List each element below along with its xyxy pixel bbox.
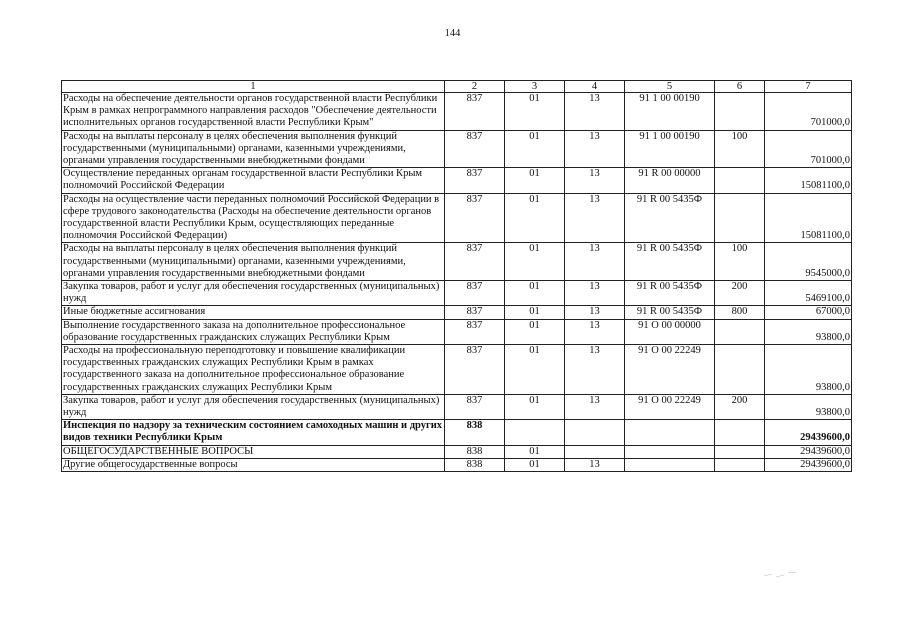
row-col2-cell: 837 [445,130,505,168]
row-col5-cell: 91 О 00 22249 [625,394,715,419]
row-name-cell: Осуществление переданных органам государственной власти Республики Крым полномочий Российской Федерации [62,168,445,193]
row-col4-cell: 13 [565,243,625,281]
row-col3-cell: 01 [505,319,565,344]
row-col3-cell: 01 [505,458,565,471]
row-col2-cell: 837 [445,319,505,344]
table-row [62,420,852,445]
row-col4-cell: 13 [565,130,625,168]
pencil-mark-decoration [762,568,802,582]
row-col3-cell: 01 [505,93,565,131]
row-col3-cell: 01 [505,306,565,319]
row-col4-cell: 13 [565,394,625,419]
row-col2-cell: 837 [445,345,505,395]
row-col4-cell: 13 [565,193,625,243]
row-amount-cell: 15081100,0 [765,168,852,193]
row-col5-cell [625,420,715,445]
row-col3-cell [505,420,565,445]
header-col-4: 4 [565,81,625,93]
row-name-cell: Расходы на профессиональную переподготовку и повышение квалификации государственных гражданских служащих Республики Крым в рамках государственного заказа на дополнительное профессиональное образование государственных гражданских служащих Республики Крым [62,345,445,395]
row-col3-cell: 01 [505,281,565,306]
row-amount-cell: 93800,0 [765,394,852,419]
row-col5-cell: 91 О 00 22249 [625,345,715,395]
row-amount-cell: 93800,0 [765,345,852,395]
row-name-cell: Закупка товаров, работ и услуг для обеспечения государственных (муниципальных) нужд [62,281,445,306]
row-col6-cell [715,458,765,471]
header-col-1: 1 [62,81,445,93]
row-col3-cell: 01 [505,193,565,243]
table-row [62,319,852,344]
row-col5-cell [625,445,715,458]
row-amount-cell: 93800,0 [765,319,852,344]
row-col3-cell: 01 [505,168,565,193]
row-col4-cell: 13 [565,345,625,395]
row-col3-cell: 01 [505,130,565,168]
row-name-cell: Расходы на выплаты персоналу в целях обеспечения выполнения функций государственными (муниципальными) органами, казенными учреждениями, органами управления государственными внебюджетными фондами [62,243,445,281]
row-col4-cell [565,420,625,445]
row-amount-cell: 29439600,0 [765,420,852,445]
table-row [62,93,852,131]
row-col6-cell [715,420,765,445]
table-row [62,130,852,168]
row-col6-cell [715,345,765,395]
header-row [62,81,852,93]
row-col5-cell: 91 R 00 5435Ф [625,193,715,243]
table-row [62,445,852,458]
row-col2-cell: 837 [445,193,505,243]
row-col6-cell: 800 [715,306,765,319]
row-col4-cell: 13 [565,93,625,131]
table-row [62,168,852,193]
row-col2-cell: 837 [445,93,505,131]
page-number: 144 [444,28,461,39]
row-col6-cell: 100 [715,130,765,168]
row-col6-cell [715,93,765,131]
row-name-cell: Другие общегосударственные вопросы [62,458,445,471]
table-row [62,458,852,471]
row-name-cell: Расходы на выплаты персоналу в целях обеспечения выполнения функций государственными (муниципальными) органами, казенными учреждениями, органами управления государственными внебюджетными фондами [62,130,445,168]
row-col6-cell [715,193,765,243]
table-row [62,306,852,319]
row-col6-cell [715,319,765,344]
row-col2-cell: 837 [445,306,505,319]
row-col4-cell: 13 [565,281,625,306]
row-col5-cell: 91 R 00 5435Ф [625,306,715,319]
row-col5-cell [625,458,715,471]
row-amount-cell: 9545000,0 [765,243,852,281]
table-row [62,394,852,419]
row-col5-cell: 91 1 00 00190 [625,130,715,168]
row-name-cell: Выполнение государственного заказа на дополнительное профессиональное образование государственных гражданских служащих Республики Крым [62,319,445,344]
row-col4-cell: 13 [565,168,625,193]
row-col3-cell: 01 [505,394,565,419]
budget-table [61,80,852,472]
row-col2-cell: 837 [445,243,505,281]
header-col-3: 3 [505,81,565,93]
row-col2-cell: 838 [445,458,505,471]
row-col2-cell: 837 [445,168,505,193]
row-col6-cell [715,445,765,458]
row-col4-cell: 13 [565,319,625,344]
row-col5-cell: 91 R 00 00000 [625,168,715,193]
row-col4-cell: 13 [565,458,625,471]
row-col6-cell: 200 [715,394,765,419]
table-row [62,281,852,306]
row-col6-cell: 200 [715,281,765,306]
row-amount-cell: 701000,0 [765,130,852,168]
table-row [62,243,852,281]
row-col6-cell: 100 [715,243,765,281]
row-col5-cell: 91 1 00 00190 [625,93,715,131]
row-col4-cell: 13 [565,306,625,319]
row-amount-cell: 15081100,0 [765,193,852,243]
row-col3-cell: 01 [505,243,565,281]
row-name-cell: ОБЩЕГОСУДАРСТВЕННЫЕ ВОПРОСЫ [62,445,445,458]
row-amount-cell: 29439600,0 [765,445,852,458]
row-amount-cell: 67000,0 [765,306,852,319]
row-col6-cell [715,168,765,193]
row-amount-cell: 5469100,0 [765,281,852,306]
row-amount-cell: 701000,0 [765,93,852,131]
row-col3-cell: 01 [505,345,565,395]
row-col5-cell: 91 R 00 5435Ф [625,243,715,281]
row-name-cell: Расходы на обеспечение деятельности органов государственной власти Республики Крым в рамках непрограммного направления расходов "Обеспечение деятельности исполнительных органов государственной власти Республики Крым" [62,93,445,131]
row-col5-cell: 91 О 00 00000 [625,319,715,344]
row-col2-cell: 838 [445,445,505,458]
row-name-cell: Закупка товаров, работ и услуг для обеспечения государственных (муниципальных) нужд [62,394,445,419]
row-name-cell: Иные бюджетные ассигнования [62,306,445,319]
header-col-2: 2 [445,81,505,93]
row-col2-cell: 837 [445,394,505,419]
row-col3-cell: 01 [505,445,565,458]
row-col2-cell: 838 [445,420,505,445]
row-col5-cell: 91 R 00 5435Ф [625,281,715,306]
row-col2-cell: 837 [445,281,505,306]
row-amount-cell: 29439600,0 [765,458,852,471]
header-col-7: 7 [765,81,852,93]
table-row [62,193,852,243]
row-col4-cell [565,445,625,458]
table-row [62,345,852,395]
header-col-6: 6 [715,81,765,93]
row-name-cell: Расходы на осуществление части переданных полномочий Российской Федерации в сфере трудового законодательства (Расходы на обеспечение деятельности органов государственной власти Республики Крым, осуществляющих переданные полномочия Российской Федерации) [62,193,445,243]
row-name-cell: Инспекция по надзору за техническим состоянием самоходных машин и других видов техники Республики Крым [62,420,445,445]
header-col-5: 5 [625,81,715,93]
